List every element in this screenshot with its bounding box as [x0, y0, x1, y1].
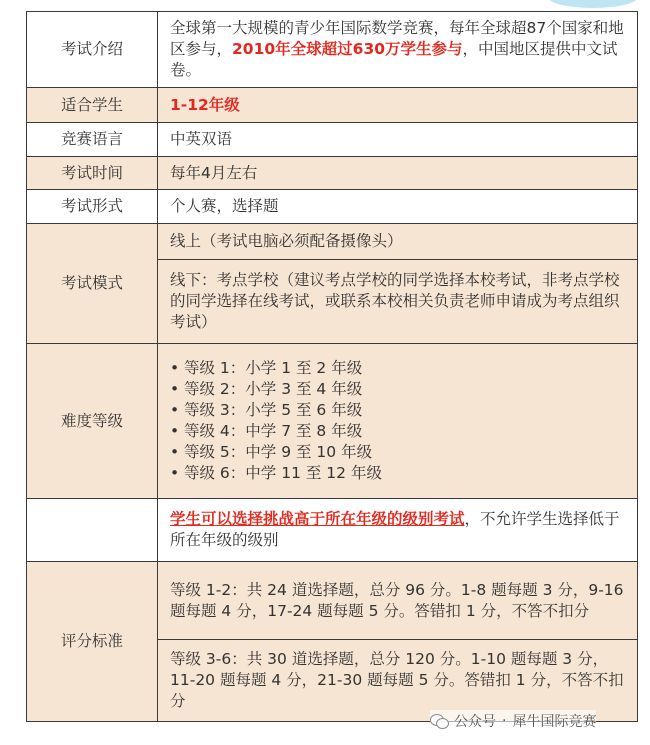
row-mode-online — [27, 224, 638, 260]
competition-info-table — [26, 11, 638, 722]
value-scoring-level-3-6: 等级 3-6：共 30 道选择题，总分 120 分。1-10 题每题 3 分，11-20 题每题 4 分，21-30 题每题 5 分。答错扣 1 分，不答不扣分 — [158, 640, 638, 722]
list-item — [170, 442, 629, 463]
label-students: 适合学生 — [27, 88, 158, 123]
watermark-separator: · — [502, 713, 507, 729]
difficulty-level-list — [170, 358, 629, 484]
list-item — [170, 400, 629, 421]
row-difficulty — [27, 344, 638, 499]
level-text: 等级 1：小学 1 至 2 年级 — [184, 359, 363, 377]
bullet: • — [170, 359, 180, 377]
bullet: • — [170, 464, 180, 482]
value-mode-online: 线上（考试电脑必须配备摄像头） — [158, 224, 638, 260]
label-form: 考试形式 — [27, 190, 158, 224]
row-form — [27, 190, 638, 224]
intro-text-1: 全球第一大规模的青少年国际数学竞赛，每年全球超87个国家和地区参与， — [170, 19, 624, 58]
value-intro — [158, 12, 638, 88]
note-text: ，不允许学生选择低于所在年级的级别 — [170, 510, 620, 549]
value-mode-offline: 线下：考点学校（建议考点学校的同学选择本校考试，非考点学校的同学选择在线考试，或联系本校相关负责老师申请成为考点组织考试） — [158, 260, 638, 344]
label-language: 竞赛语言 — [27, 123, 158, 157]
list-item — [170, 358, 629, 379]
bullet: • — [170, 401, 180, 419]
value-scoring-level-1-2: 等级 1-2：共 24 道选择题，总分 96 分。1-8 题每题 3 分，9-16 题每题 4 分，17-24 题每题 5 分。答错扣 1 分，不答不扣分 — [158, 562, 638, 640]
bullet: • — [170, 443, 180, 461]
list-item — [170, 379, 629, 400]
level-text: 等级 2：小学 3 至 4 年级 — [184, 380, 363, 398]
label-intro: 考试介绍 — [27, 12, 158, 88]
watermark — [430, 710, 596, 732]
watermark-prefix: 公众号 — [454, 714, 496, 730]
row-students — [27, 88, 638, 123]
label-time: 考试时间 — [27, 157, 158, 190]
value-note — [158, 499, 638, 562]
level-text: 等级 5：中学 9 至 10 年级 — [184, 443, 373, 461]
note-highlight: 学生可以选择挑战高于所在年级的级别考试 — [170, 510, 465, 528]
level-text: 等级 3：小学 5 至 6 年级 — [184, 401, 363, 419]
label-note — [27, 499, 158, 562]
value-time: 每年4月左右 — [158, 157, 638, 190]
value-form: 个人赛，选择题 — [158, 190, 638, 224]
wechat-icon — [430, 713, 448, 729]
value-difficulty — [158, 344, 638, 499]
bullet: • — [170, 422, 180, 440]
label-mode: 考试模式 — [27, 224, 158, 344]
value-students: 1-12年级 — [158, 88, 638, 123]
level-text: 等级 6：中学 11 至 12 年级 — [184, 464, 382, 482]
list-item — [170, 421, 629, 442]
value-language: 中英双语 — [158, 123, 638, 157]
watermark-account: 犀牛国际竞赛 — [512, 714, 597, 730]
row-scoring-1 — [27, 562, 638, 640]
label-difficulty: 难度等级 — [27, 344, 158, 499]
row-note — [27, 499, 638, 562]
bullet: • — [170, 380, 180, 398]
row-intro — [27, 12, 638, 88]
list-item — [170, 463, 629, 484]
intro-highlight: 2010年全球超过630万学生参与 — [232, 40, 463, 58]
row-time — [27, 157, 638, 190]
label-scoring: 评分标准 — [27, 562, 158, 722]
level-text: 等级 4：中学 7 至 8 年级 — [184, 422, 363, 440]
row-language — [27, 123, 638, 157]
intro-text-2: ，中国地区提供中文试卷。 — [170, 40, 618, 79]
